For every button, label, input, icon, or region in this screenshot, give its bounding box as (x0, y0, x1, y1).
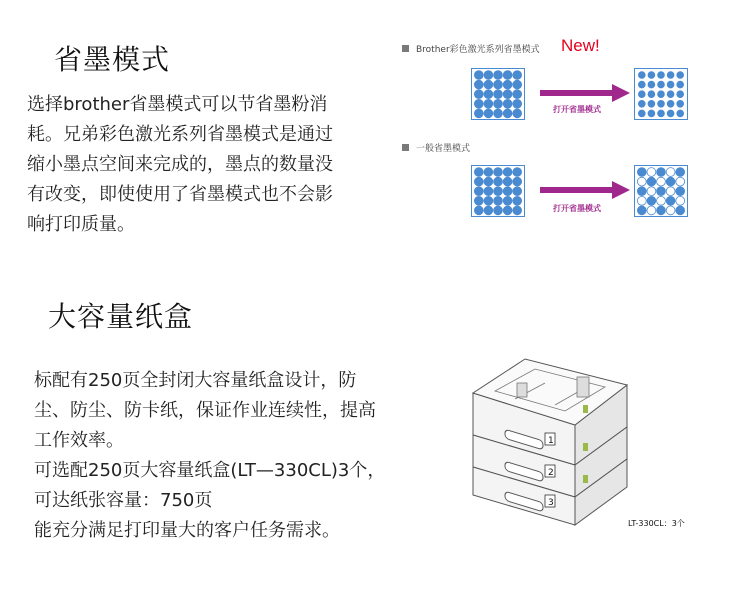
paper-tray-illustration (465, 355, 635, 530)
ink-dot (647, 168, 656, 177)
text-line: 可选配250页大容量纸盒(LT—330CL)3个， (34, 460, 386, 481)
ink-dot (474, 80, 483, 89)
tray-number-1: 1 (548, 436, 554, 446)
dots-before-box-brother (471, 68, 525, 120)
text-line: 响打印质量。 (27, 214, 135, 235)
ink-dot (648, 100, 655, 107)
ink-dot (657, 168, 666, 177)
ink-dot (637, 187, 646, 196)
text-line: 尘、防尘、防卡纸，保证作业连续性，提高 (34, 400, 376, 421)
brother-mode-legend (402, 42, 540, 55)
ink-dot (513, 90, 522, 99)
paper-tray-description (34, 366, 385, 546)
arrow-label-generic: 打开省墨模式 (553, 204, 601, 213)
ink-dot (474, 109, 483, 118)
text-line: 能充分满足打印量大的客户任务需求。 (34, 520, 340, 541)
tray-number-2: 2 (548, 468, 554, 478)
ink-dot (494, 168, 503, 177)
ink-dot (484, 206, 493, 215)
ink-dot (676, 196, 685, 205)
brother-mode-label: Brother彩色激光系列省墨模式 (416, 45, 540, 55)
arrow-right-icon (540, 181, 630, 199)
ink-dot (677, 110, 684, 117)
reduced-size-dots-grid (635, 69, 687, 119)
arrow-right-icon (540, 84, 630, 102)
ink-dot (484, 109, 493, 118)
ink-dot (667, 100, 674, 107)
dense-dots-grid (472, 69, 524, 119)
ink-dot (503, 196, 512, 205)
ink-dot (666, 168, 675, 177)
ink-dot (647, 206, 656, 215)
ink-dot (647, 177, 656, 186)
text-line: 缩小墨点空间来完成的，墨点的数量没 (27, 154, 333, 175)
ink-dot (666, 206, 675, 215)
ink-dot (658, 72, 665, 79)
ink-dot (657, 206, 666, 215)
ink-dot (648, 110, 655, 117)
ink-dot (647, 196, 656, 205)
ink-dot (677, 72, 684, 79)
ink-dot (513, 109, 522, 118)
ink-dot (474, 206, 483, 215)
ink-dot (677, 81, 684, 88)
dense-dots-grid (472, 166, 524, 216)
ink-dot (657, 187, 666, 196)
ink-dot (503, 90, 512, 99)
section-title-paper-tray: 大容量纸盒 (48, 300, 194, 333)
ink-dot (657, 177, 666, 186)
ink-dot (513, 99, 522, 108)
ink-dot (648, 91, 655, 98)
ink-dot (667, 110, 674, 117)
tray-number-3: 3 (548, 498, 554, 508)
ink-dot (657, 196, 666, 205)
ink-dot (677, 91, 684, 98)
ink-dot (474, 90, 483, 99)
ink-dot (513, 71, 522, 80)
ink-dot (484, 90, 493, 99)
ink-dot (513, 187, 522, 196)
ink-dot (484, 80, 493, 89)
ink-dot (638, 100, 645, 107)
text-line: 有改变，即使使用了省墨模式也不会影 (27, 184, 333, 205)
ink-dot (638, 91, 645, 98)
ink-dot (503, 71, 512, 80)
ink-dot (676, 177, 685, 186)
arrow-label-brother: 打开省墨模式 (553, 105, 601, 114)
ink-dot (474, 99, 483, 108)
ink-dot (494, 206, 503, 215)
ink-dot (666, 177, 675, 186)
ink-dot (494, 90, 503, 99)
ink-dot (677, 100, 684, 107)
ink-dot (494, 80, 503, 89)
ink-dot (648, 72, 655, 79)
ink-dot (484, 99, 493, 108)
ink-dot (503, 177, 512, 186)
ink-dot (638, 81, 645, 88)
ink-dot (513, 196, 522, 205)
ink-dot (513, 206, 522, 215)
ink-dot (638, 110, 645, 117)
ink-dot (667, 91, 674, 98)
ink-dot (676, 168, 685, 177)
toner-save-description (27, 90, 333, 240)
dots-after-box-generic (634, 165, 688, 217)
ink-dot (494, 196, 503, 205)
product-caption: LT-330CL：3个 (628, 519, 685, 528)
ink-dot (658, 91, 665, 98)
text-line: 选择brother省墨模式可以节省墨粉消 (27, 94, 328, 115)
ink-dot (637, 168, 646, 177)
ink-dot (658, 100, 665, 107)
ink-dot (484, 187, 493, 196)
ink-dot (494, 109, 503, 118)
ink-dot (503, 99, 512, 108)
ink-dot (666, 196, 675, 205)
ink-dot (503, 109, 512, 118)
ink-dot (503, 168, 512, 177)
new-badge: New! (561, 36, 600, 55)
ink-dot (494, 177, 503, 186)
ink-dot (503, 187, 512, 196)
ink-dot (667, 72, 674, 79)
ink-dot (658, 110, 665, 117)
ink-dot (676, 206, 685, 215)
ink-dot (494, 99, 503, 108)
ink-dot (637, 196, 646, 205)
ink-dot (484, 196, 493, 205)
ink-dot (637, 206, 646, 215)
ink-dot (513, 168, 522, 177)
text-line: 标配有250页全封闭大容量纸盒设计，防 (34, 370, 357, 391)
ink-dot (638, 72, 645, 79)
ink-dot (647, 187, 656, 196)
sparse-dots-grid (635, 166, 687, 216)
ink-dot (474, 177, 483, 186)
ink-dot (474, 187, 483, 196)
dots-after-box-brother (634, 68, 688, 120)
ink-dot (503, 206, 512, 215)
ink-dot (637, 177, 646, 186)
ink-dot (658, 81, 665, 88)
text-line: 工作效率。 (34, 430, 124, 451)
text-line: 可达纸张容量：750页 (34, 490, 213, 511)
ink-dot (484, 177, 493, 186)
square-bullet-icon (402, 144, 409, 151)
ink-dot (513, 177, 522, 186)
ink-dot (474, 196, 483, 205)
ink-dot (484, 168, 493, 177)
ink-dot (667, 81, 674, 88)
text-line: 耗。兄弟彩色激光系列省墨模式是通过 (27, 124, 333, 145)
ink-dot (494, 71, 503, 80)
ink-dot (494, 187, 503, 196)
ink-dot (503, 80, 512, 89)
square-bullet-icon (402, 45, 409, 52)
ink-dot (666, 187, 675, 196)
ink-dot (513, 80, 522, 89)
ink-dot (484, 71, 493, 80)
generic-mode-label: 一般省墨模式 (416, 144, 471, 154)
ink-dot (474, 168, 483, 177)
ink-dot (648, 81, 655, 88)
dots-before-box-generic (471, 165, 525, 217)
ink-dot (676, 187, 685, 196)
ink-dot (474, 71, 483, 80)
generic-mode-legend (402, 141, 470, 154)
section-title-toner-save: 省墨模式 (54, 43, 171, 76)
